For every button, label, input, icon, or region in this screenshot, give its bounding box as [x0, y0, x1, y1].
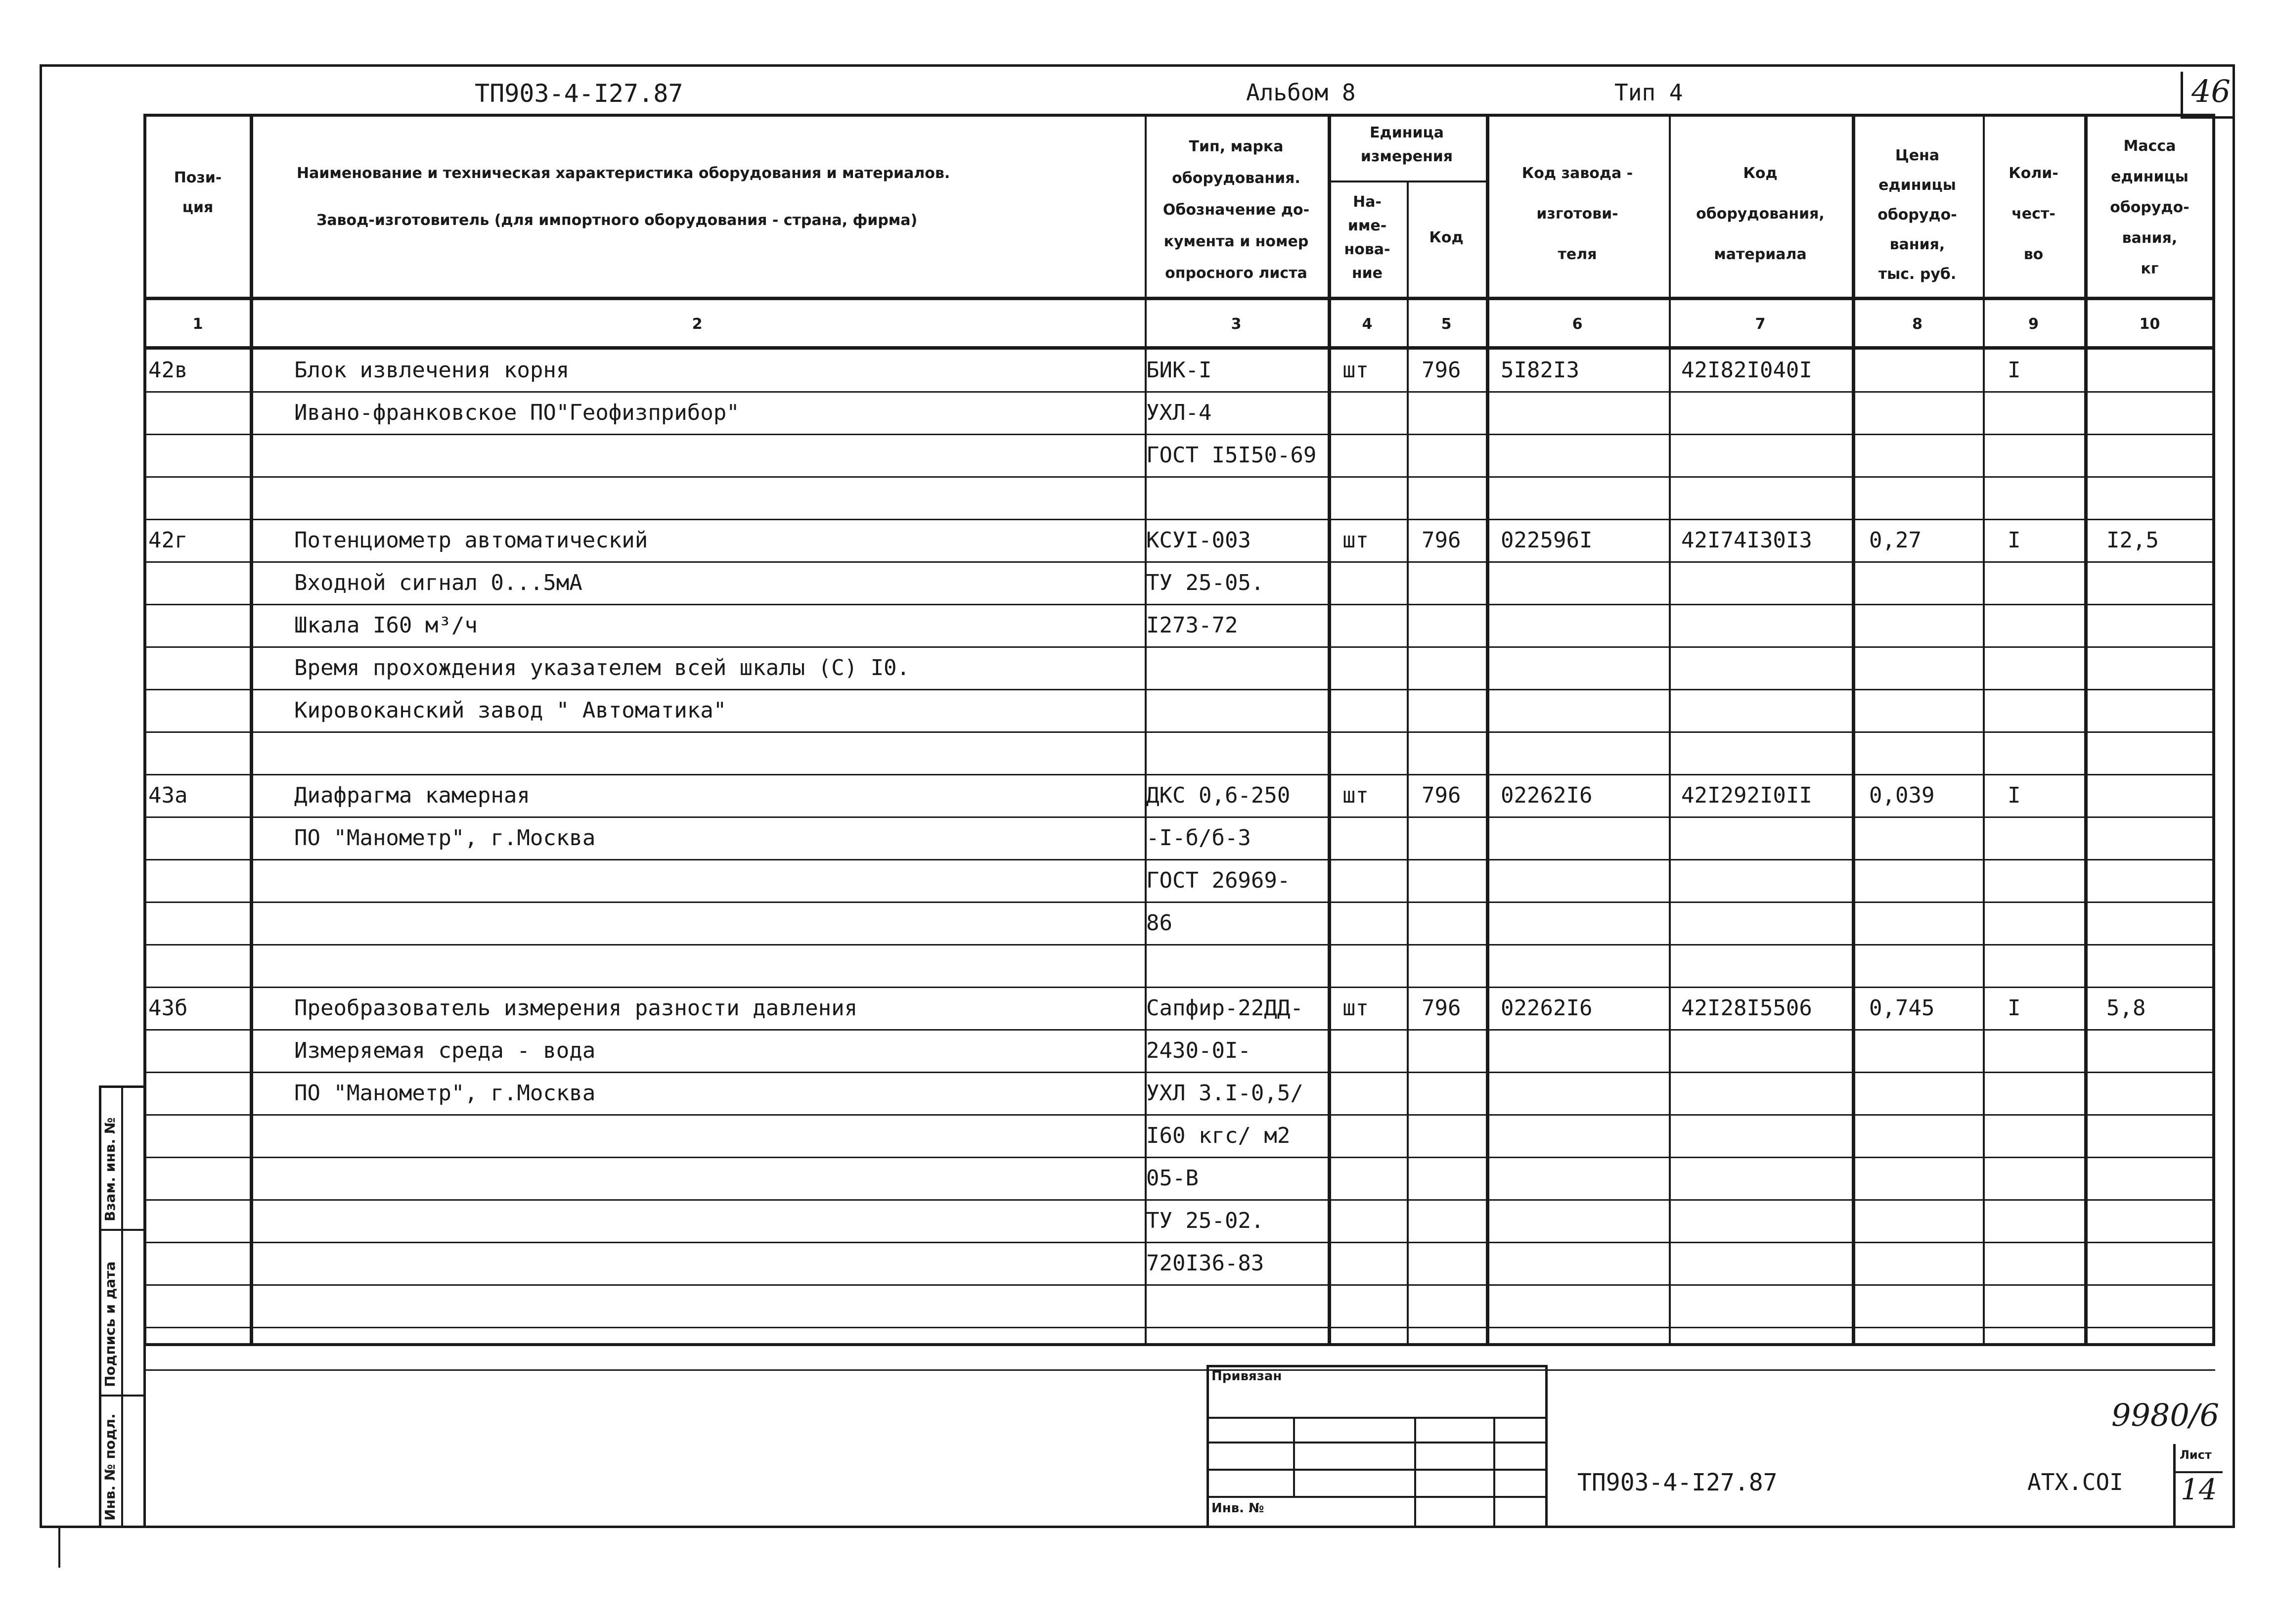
cell-type: I60 кгс/ м2 [1146, 1123, 1291, 1148]
privyazan-line-4 [1206, 1496, 1548, 1498]
row-divider [143, 859, 2215, 860]
side-label-inv-podl: Инв. № подл. [102, 1413, 118, 1521]
cell-type: ТУ 25-05. [1146, 570, 1264, 595]
cell-type: БИК-I [1146, 358, 1212, 383]
row-divider [143, 519, 2215, 520]
cell-type: 05-В [1146, 1166, 1199, 1191]
cell-type: УХЛ-4 [1146, 400, 1212, 425]
cell-equip: 42I292I0II [1681, 783, 1812, 808]
privyazan-col-2 [1414, 1417, 1416, 1528]
cell-type: 720I36-83 [1146, 1251, 1264, 1276]
row-divider [143, 774, 2215, 775]
cell-name: Кировоканский завод " Автоматика" [294, 698, 727, 723]
row-divider [143, 1072, 2215, 1073]
cell-unit: шт [1342, 528, 1369, 553]
sheet-label: Лист [2180, 1448, 2212, 1462]
cell-pos: 43а [148, 783, 188, 808]
cell-plant: 02262I6 [1501, 783, 1593, 808]
col-header-mass: Масса единицы оборудо- вания, кг [2110, 137, 2189, 277]
row-divider [143, 391, 2215, 393]
cell-equip: 42I74I30I3 [1681, 528, 1812, 553]
col-header-position: Пози- ция [174, 169, 222, 216]
cell-type: 2430-0I- [1146, 1038, 1251, 1063]
cell-code: 796 [1422, 528, 1461, 553]
row-divider [143, 1327, 2215, 1328]
left-margin-tick [58, 1528, 60, 1568]
col-line-4 [1407, 180, 1409, 1346]
cell-type: КСУI-003 [1146, 528, 1251, 553]
side-label-vzam: Взам. инв. № [102, 1117, 118, 1221]
col-number-4: 4 [1362, 316, 1373, 333]
row-divider [143, 476, 2215, 478]
cell-qty: I [2008, 995, 2021, 1021]
sheet-number: 14 [2181, 1473, 2217, 1506]
col-header-equip-code: Код оборудования, материала [1696, 165, 1825, 263]
row-divider [143, 561, 2215, 563]
cell-name: ПО "Манометр", г.Москва [294, 1081, 596, 1106]
cell-plant: 02262I6 [1501, 995, 1593, 1021]
row-divider [143, 1199, 2215, 1201]
archive-number: 9980/6 [2111, 1397, 2220, 1433]
cell-type: I273-72 [1146, 613, 1238, 638]
row-divider [143, 1029, 2215, 1031]
col-header-unit: Единица измерения [1360, 124, 1453, 165]
privyazan-label: Привязан [1211, 1369, 1282, 1384]
cell-name: Блок извлечения корня [294, 358, 570, 383]
cell-qty: I [2008, 528, 2021, 553]
cell-name: Входной сигнал 0...5мА [294, 570, 582, 595]
cell-plant: 5I82I3 [1501, 358, 1579, 383]
cell-price: 0,745 [1869, 995, 1935, 1021]
col-header-name-1: Наименование и техническая характеристика оборудования и материалов. [297, 165, 950, 182]
cell-name: Шкала I60 м³/ч [294, 613, 478, 638]
col-header-type: Тип, марка оборудования. Обозначение до- кумента и номер опросного листа [1162, 138, 1310, 282]
cell-name: Диафрагма камерная [294, 783, 530, 808]
cell-name: Время прохождения указателем всей шкалы (С) I0. [294, 655, 910, 680]
cell-type: ГОСТ I5I50-69 [1146, 443, 1317, 468]
col-header-plant-code: Код завода - изготови- теля [1521, 165, 1633, 263]
privyazan-col-3 [1493, 1417, 1495, 1528]
cell-type: -I-б/б-3 [1146, 825, 1251, 851]
row-divider [143, 731, 2215, 733]
cell-name: Измеряемая среда - вода [294, 1038, 596, 1063]
inv-no-label: Инв. № [1211, 1501, 1264, 1516]
cell-type: УХЛ 3.I-0,5/ [1146, 1081, 1303, 1106]
privyazan-line-3 [1206, 1469, 1548, 1471]
unit-subheader-line [1328, 180, 1486, 182]
col-number-6: 6 [1572, 316, 1583, 333]
cell-type: 86 [1146, 910, 1172, 936]
cell-name: Ивано-франковское ПО"Геофизприбор" [294, 400, 740, 425]
stamp-doc-code: ТП903-4-I27.87 [1577, 1469, 1778, 1496]
row-divider [143, 1369, 2215, 1371]
col-header-qty: Коли- чест- во [2009, 165, 2058, 263]
col-header-unit-name: На- име- нова- ние [1344, 193, 1390, 282]
cell-name: ПО "Манометр", г.Москва [294, 825, 596, 851]
cell-mass: I2,5 [2106, 528, 2159, 553]
header-bottom-line [143, 297, 2215, 300]
row-divider [143, 816, 2215, 818]
cell-code: 796 [1422, 783, 1461, 808]
col-number-10: 10 [2139, 316, 2160, 333]
row-divider [143, 604, 2215, 605]
left-stamp-inner [121, 1085, 123, 1528]
album-label: Альбом 8 [1246, 79, 1356, 106]
stamp-sheet-code: АТХ.СОI [2027, 1469, 2123, 1495]
row-divider [143, 944, 2215, 946]
row-divider [143, 1157, 2215, 1158]
cell-qty: I [2008, 358, 2021, 383]
cell-name: Потенциометр автоматический [294, 528, 648, 553]
numbers-bottom-line [143, 346, 2215, 350]
cell-price: 0,27 [1869, 528, 1921, 553]
cell-unit: шт [1342, 995, 1369, 1021]
cell-mass: 5,8 [2106, 995, 2146, 1021]
cell-price: 0,039 [1869, 783, 1935, 808]
col-header-unit-code: Код [1429, 229, 1464, 246]
col-number-1: 1 [192, 316, 203, 333]
row-divider [143, 1284, 2215, 1286]
row-divider [143, 646, 2215, 648]
row-divider [143, 434, 2215, 435]
col-header-price: Цена единицы оборудо- вания, тыс. руб. [1877, 147, 1957, 283]
cell-pos: 42г [148, 528, 188, 553]
col-header-name-2: Завод-изготовитель (для импортного оборудования - страна, фирма) [316, 212, 918, 229]
side-label-signature: Подпись и дата [102, 1261, 118, 1387]
privyazan-line-1 [1206, 1417, 1548, 1419]
doc-code-top: ТП903-4-I27.87 [475, 79, 683, 108]
cell-type: Сапфир-22ДД- [1146, 995, 1303, 1021]
cell-qty: I [2008, 783, 2021, 808]
col-number-8: 8 [1912, 316, 1922, 333]
cell-name: Преобразователь измерения разности давления [294, 995, 858, 1021]
row-divider [143, 987, 2215, 988]
cell-type: ДКС 0,6-250 [1146, 783, 1291, 808]
cell-unit: шт [1342, 358, 1369, 383]
cell-type: ГОСТ 26969- [1146, 868, 1291, 893]
row-divider [143, 1242, 2215, 1243]
privyazan-line-2 [1206, 1442, 1548, 1444]
col-number-2: 2 [692, 316, 703, 333]
col-number-9: 9 [2028, 316, 2039, 333]
row-divider [143, 689, 2215, 690]
cell-plant: 022596I [1501, 528, 1593, 553]
cell-equip: 42I82I040I [1681, 358, 1812, 383]
cell-code: 796 [1422, 358, 1461, 383]
cell-type: ТУ 25-02. [1146, 1208, 1264, 1233]
cell-pos: 42в [148, 358, 188, 383]
row-divider [143, 902, 2215, 903]
col-number-5: 5 [1441, 316, 1452, 333]
page-number: 46 [2191, 73, 2231, 109]
col-number-7: 7 [1755, 316, 1766, 333]
cell-unit: шт [1342, 783, 1369, 808]
type-label: Тип 4 [1614, 79, 1683, 106]
cell-equip: 42I28I5506 [1681, 995, 1812, 1021]
cell-code: 796 [1422, 995, 1461, 1021]
col-number-3: 3 [1231, 316, 1242, 333]
row-divider [143, 1114, 2215, 1116]
cell-pos: 43б [148, 995, 188, 1021]
privyazan-col-1 [1293, 1417, 1295, 1496]
